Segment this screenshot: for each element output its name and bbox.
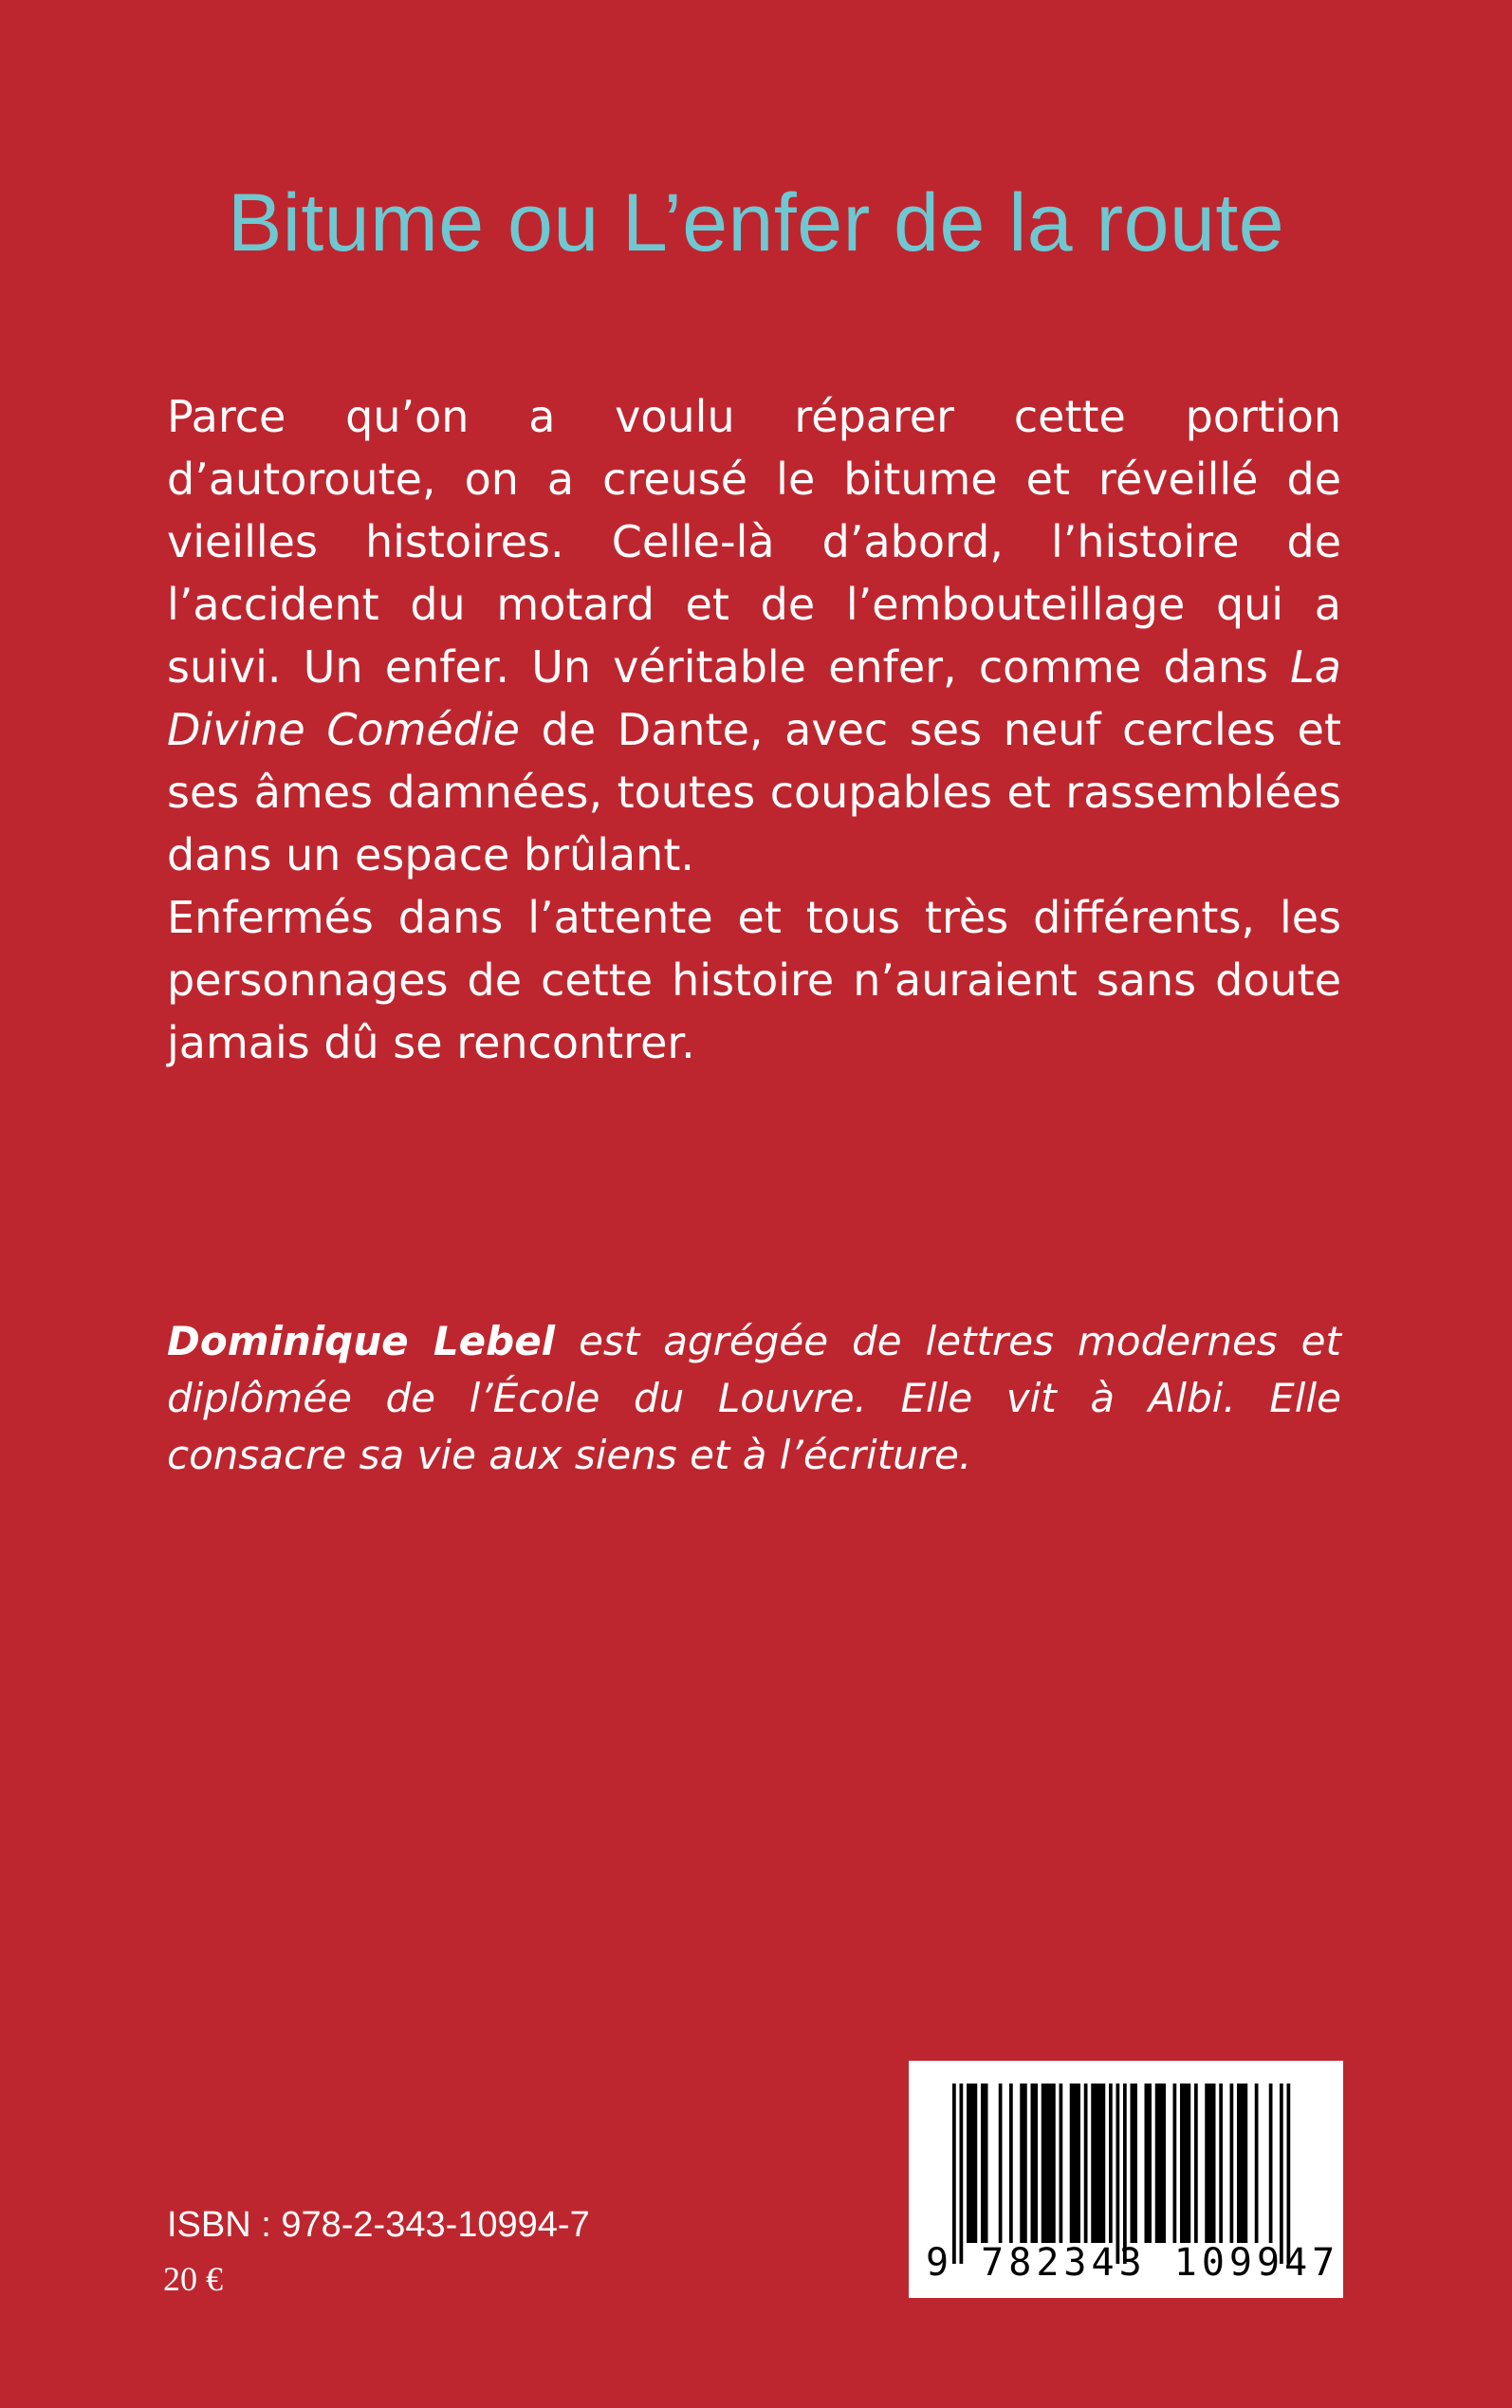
summary-paragraph-1-text-end: de Dante, avec ses neuf cercles et ses âmes damnées, toutes coupables et rassemblées dans un espace brûlant.	[167, 704, 1341, 880]
barcode-bar	[1091, 2084, 1105, 2243]
barcode-bar	[1070, 2084, 1080, 2243]
author-name: Dominique Lebel	[167, 1318, 556, 1364]
barcode-bar	[1145, 2084, 1152, 2243]
book-title: Bitume ou L’enfer de la route	[227, 177, 1285, 269]
barcode-bar	[1009, 2084, 1013, 2243]
barcode-guard-bar	[952, 2084, 956, 2264]
barcode-bar	[1180, 2084, 1190, 2243]
book-summary	[167, 385, 1341, 1074]
barcode-bar	[1131, 2084, 1138, 2243]
barcode-bar	[1060, 2084, 1063, 2243]
summary-paragraph-1	[167, 385, 1341, 886]
barcode-bar	[981, 2084, 988, 2243]
barcode-bar	[1042, 2084, 1056, 2243]
barcode-guard-bar	[1280, 2084, 1283, 2264]
barcode-guard-bar	[1116, 2084, 1120, 2264]
isbn-label: ISBN : 978-2-343-10994-7	[167, 2205, 590, 2245]
author-bio-text: est agrégée de lettres modernes et diplômée de l’École du Louvre. Elle vit à Albi. Elle consacre sa vie aux siens et à l’écriture.	[167, 1318, 1341, 1478]
barcode	[909, 2061, 1343, 2298]
summary-paragraph-2: Enfermés dans l’attente et tous très différents, les personnages de cette histoire n’auraient sans doute jamais dû se rencontrer.	[167, 892, 1341, 1068]
barcode-bar	[1109, 2084, 1113, 2243]
barcode-bar	[1255, 2084, 1259, 2243]
barcode-guard-bar	[1287, 2084, 1291, 2264]
barcode-bar	[967, 2084, 977, 2243]
price-label: 20 €	[163, 2260, 223, 2298]
barcode-bar	[1173, 2084, 1177, 2243]
author-bio	[167, 1313, 1341, 1484]
barcode-bar	[999, 2084, 1003, 2243]
barcode-bar	[1194, 2084, 1198, 2243]
barcode-bar	[1155, 2084, 1166, 2243]
barcode-bar	[1219, 2084, 1223, 2243]
barcode-bar	[1269, 2084, 1273, 2243]
barcode-bar	[1031, 2084, 1039, 2243]
summary-paragraph-1-text-start: Parce qu’on a voulu réparer cette portion d’autoroute, on a creusé le bitume et réveillé de vieilles histoires. Celle-là d’abord, l’histoire de l’accident du motard et de l’embouteillage qui a suivi. Un enfer. Un véritable enfer, comme dans	[167, 391, 1341, 693]
barcode-digits: 9 782343 109947	[926, 2241, 1340, 2285]
summary-italic-title: La Divine Comédie	[167, 641, 1341, 755]
barcode-bar	[1084, 2084, 1088, 2243]
barcode-bar	[1205, 2084, 1215, 2243]
barcode-guard-bar	[1123, 2084, 1127, 2264]
barcode-bar	[1020, 2084, 1027, 2243]
barcode-bar	[1230, 2084, 1234, 2243]
barcode-bar	[1237, 2084, 1247, 2243]
barcode-guard-bar	[960, 2084, 964, 2264]
